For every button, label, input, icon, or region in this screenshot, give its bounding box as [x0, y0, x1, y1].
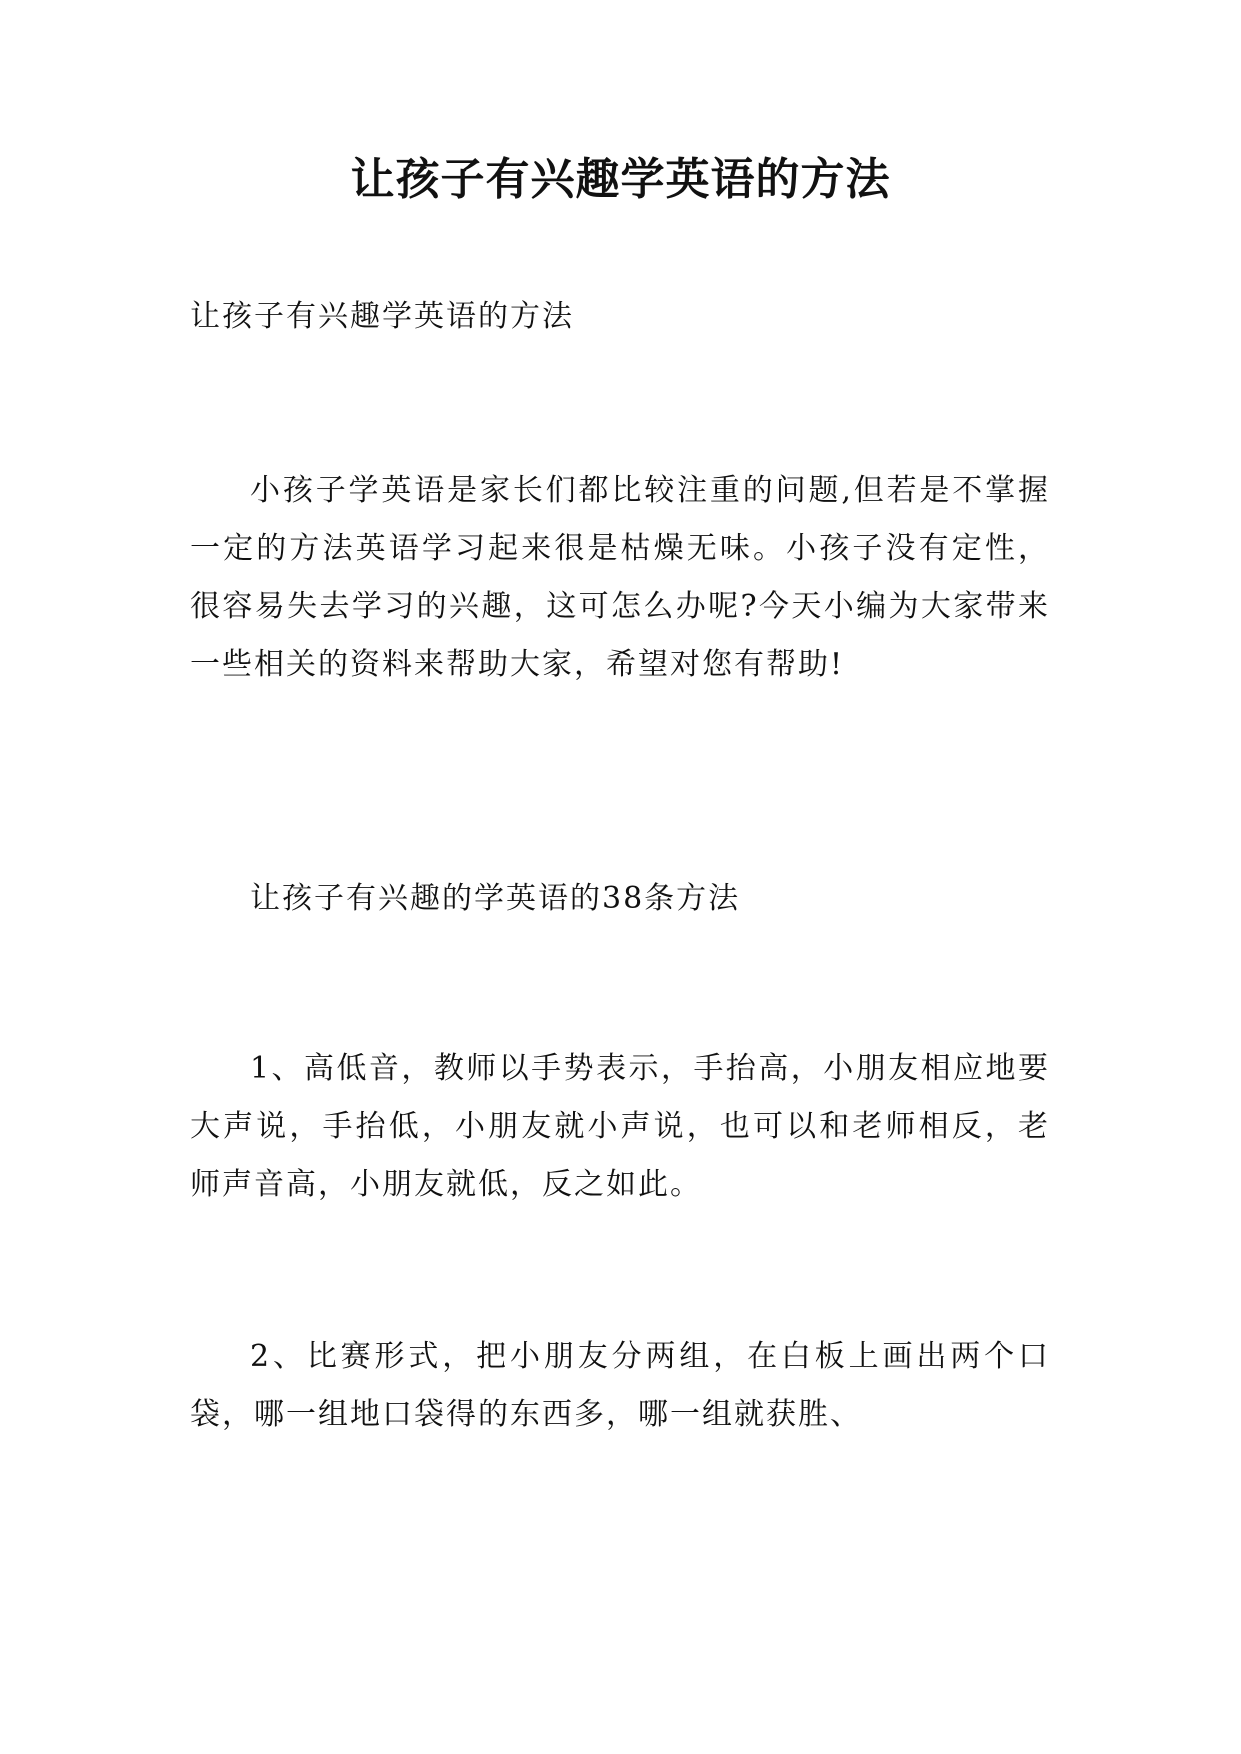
intro-paragraph: 小孩子学英语是家长们都比较注重的问题,但若是不掌握一定的方法英语学习起来很是枯燥无味。小孩子没有定性，很容易失去学习的兴趣，这可怎么办呢?今天小编为大家带来一些相关的资料来帮助大家，希望对您有帮助! — [190, 473, 1050, 682]
document-subtitle: 让孩子有兴趣学英语的方法 — [190, 299, 574, 334]
list-item: 1、高低音，教师以手势表示，手抬高，小朋友相应地要大声说，手抬低，小朋友就小声说，也可以和老师相反，老师声音高，小朋友就低，反之如此。 — [190, 1051, 1050, 1202]
document-title: 让孩子有兴趣学英语的方法 — [350, 154, 891, 205]
list-item: 2、比赛形式，把小朋友分两组，在白板上画出两个口袋，哪一组地口袋得的东西多，哪一组就获胜、 — [190, 1339, 1050, 1432]
section-heading: 让孩子有兴趣的学英语的38条方法 — [250, 881, 741, 916]
